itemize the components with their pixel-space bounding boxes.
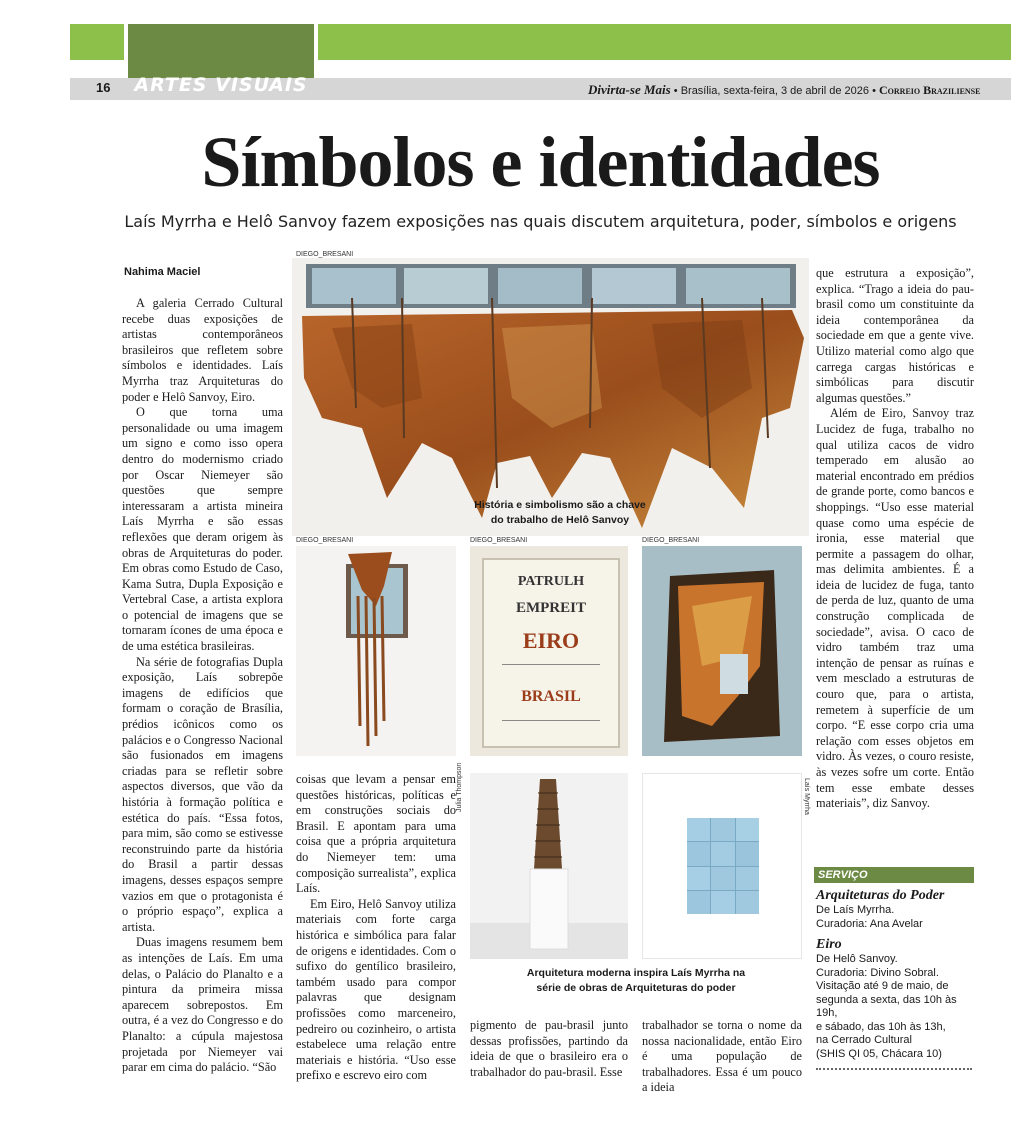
- caption-line: Arquitetura moderna inspira Laís Myrrha na: [526, 967, 746, 979]
- show-artist: De Laís Myrrha.: [816, 904, 895, 916]
- photo-eiro-poster: [470, 546, 628, 756]
- show-curator: Curadoria: Ana Avelar: [816, 917, 923, 930]
- poster-rule: [502, 720, 600, 721]
- byline: Nahima Maciel: [124, 266, 201, 278]
- paragraph: Além de Eiro, Sanvoy traz Lucidez de fuga, trabalho no qual utiliza cacos de vidro temperado em alusão ao material encontrado em prédios de grande porte, como bancos e shoppings. “Uso esse material quase como uma espécie de ironia, esse material que permite a passagem do olhar, mas delimita ambientes. É a ideia de lucidez de fuga, tanto de perda de luz, quanto de uma construção complicada de sociedade”, avisa. O caco de vidro também traz uma intenção de pensar as ruínas e vem mesclado a estruturas de couro que, para o artista, remetem à superfície de um corpo. “E esse corpo cria uma relação com esses objetos em vidro. Às vezes, o couro resiste, às vezes sofre um corte. Então tem esse embate desses materiais”, diz Sanvoy.: [816, 406, 974, 811]
- caption-line: série de obras de Arquiteturas do poder: [536, 982, 736, 994]
- photo-leather-on-glass: [296, 546, 456, 756]
- servico-label: SERVIÇO: [814, 867, 974, 883]
- show-visiting-hours: segunda a sexta, das 10h às 19h,: [816, 993, 957, 1019]
- page-number: 16: [96, 80, 111, 95]
- show-title: Eiro: [816, 937, 842, 952]
- show-artist: De Helô Sanvoy.: [816, 953, 898, 965]
- show-venue: na Cerrado Cultural: [816, 1034, 912, 1046]
- blue-tiles-grid: [687, 818, 759, 914]
- newspaper-name: Correio Braziliense: [879, 83, 981, 97]
- photo-credit: Julia Thompson: [456, 762, 463, 812]
- bullet-icon: •: [673, 85, 681, 97]
- section-title: ARTES VISUAIS: [134, 74, 308, 96]
- photo-leather-glass-window: [642, 546, 802, 756]
- paragraph: trabalhador se torna o nome da nossa nacionalidade, então Eiro é uma população de trabalhadores. Essa é um pouco a ideia: [642, 1018, 802, 1095]
- column-4: [642, 1018, 802, 1096]
- caption-line: História e simbolismo são a chave: [474, 499, 646, 511]
- servico-box: [816, 888, 974, 1061]
- dateline: Brasília, sexta-feira, 3 de abril de 2026: [680, 85, 870, 97]
- publication-line: [588, 82, 980, 98]
- photo-credit: Laís Myrrha: [803, 778, 810, 815]
- poster-frame: [482, 558, 620, 748]
- show-visiting-hours: Visitação até 9 de maio, de: [816, 980, 949, 992]
- bullet-icon: •: [872, 85, 879, 97]
- main-photo-leather-artwork: [292, 258, 809, 536]
- leather-glass-illustration: [296, 546, 456, 756]
- header-band-left: [70, 24, 124, 60]
- show-title: Arquiteturas do Poder: [816, 888, 945, 903]
- photo-credit: DIEGO_BRESANI: [470, 537, 528, 544]
- header-band-right: [318, 24, 1011, 60]
- headline: Símbolos e identidades: [201, 122, 880, 202]
- show-curator: Curadoria: Divino Sobral.: [816, 966, 939, 979]
- bottom-photo-caption: [470, 966, 802, 996]
- paragraph: Duas imagens resumem bem as intenções de Laís. Em uma delas, o Palácio do Planalto e a pintura da primeira missa aparecem sobrepostos. Em outra, é a vez do Congresso e do Planalto: a cúpula majestosa projetada por Niemeyer vai parar em cima do palácio. “São: [122, 935, 283, 1075]
- servico-divider: [816, 1068, 972, 1070]
- obelisk-illustration: [470, 773, 628, 959]
- photo-credit: DIEGO_BRESANI: [296, 537, 354, 544]
- subheadline: Laís Myrrha e Helô Sanvoy fazem exposições nas quais discutem arquitetura, poder, símbolos e origens: [124, 212, 957, 231]
- main-photo-caption: [450, 498, 670, 528]
- photo-blue-tiles: [642, 773, 802, 959]
- column-5: [816, 266, 974, 812]
- supplement-name: Divirta-se Mais: [588, 82, 671, 97]
- paragraph: A galeria Cerrado Cultural recebe duas exposições de artistas contemporâneos brasileiros que refletem sobre símbolos e identidades. Laís Myrrha traz Arquiteturas do poder e Helô Sanvoy, Eiro.: [122, 296, 283, 404]
- photo-credit: DIEGO_BRESANI: [642, 537, 700, 544]
- poster-line: PATRULH: [517, 574, 585, 589]
- paragraph: O que torna uma personalidade ou uma imagem um signo e como isso opera dentro do modernismo criado por Oscar Niemeyer são questões que sempre interessaram a artista mineira Laís Myrrha e são essas reflexões que deram origem às obras de Arquiteturas do poder. Em obras como Estudo de Caso, Kama Sutra, Dupla Exposição e Vertebral Case, a artista explora o potencial de imagens que se tornaram ícones de uma época e de uma estética brasileiras.: [122, 405, 283, 654]
- column-2: [296, 772, 456, 1084]
- column-3: [470, 1018, 628, 1080]
- paragraph: Na série de fotografias Dupla exposição, Laís sobrepõe imagens de edifícios que formam o coração de Brasília, prédios icônicos como os palácios e o Congresso Nacional são fusionados em imagens criadas para se refletir sobre aspectos diversos, que vão da história à formação política e estética do país. “Essa fotos, para mim, são como se estivesse reconstruindo parte da história do Brasil a partir dessas imagens, desses espaços sempre vazios em que o protagonista é o próprio espaço”, explica a artista.: [122, 654, 283, 934]
- poster-line: BRASIL: [521, 688, 581, 705]
- column-1: [122, 296, 283, 1076]
- poster-rule: [502, 664, 600, 665]
- photo-credit: DIEGO_BRESANI: [296, 251, 354, 258]
- glass-window-illustration: [642, 546, 802, 756]
- poster-line: EMPREIT: [515, 600, 586, 616]
- paragraph: coisas que levam a pensar em questões históricas, políticas e em construções sociais do Brasil. E apontam para uma coisa que a própria arquitetura do Niemeyer tem: uma composição surrealista”, explica Laís.: [296, 772, 456, 896]
- poster-line: EIRO: [522, 628, 580, 653]
- caption-line: do trabalho de Helô Sanvoy: [490, 514, 630, 526]
- show-visiting-hours: e sábado, das 10h às 13h,: [816, 1020, 946, 1033]
- paragraph: pigmento de pau-brasil junto dessas profissões, partindo da ideia de que o brasileiro era o trabalhador do pau-brasil. Esse: [470, 1018, 628, 1079]
- show-venue: (SHIS QI 05, Chácara 10): [816, 1047, 942, 1060]
- paragraph: Em Eiro, Helô Sanvoy utiliza materiais com forte carga histórica e simbólica para falar de origens e identidades. Com o sufixo do gentílico brasileiro, também usado para compor palavras que designam profissões como marceneiro, pedreiro ou cozinheiro, o artista estabelece uma relação entre materiais e história. “Uso esse prefixo e escrevo eiro com: [296, 896, 456, 1083]
- paragraph: que estrutura a exposição”, explica. “Trago a ideia do pau-brasil como um constituinte da ideia contemporânea da sociedade em que a gente vive. Utilizo material como algo que carrega cargas históricas e simbólicas para discutir algumas questões.”: [816, 266, 974, 405]
- leather-artwork-illustration: [292, 258, 809, 536]
- photo-obelisk-sculpture: [470, 773, 628, 959]
